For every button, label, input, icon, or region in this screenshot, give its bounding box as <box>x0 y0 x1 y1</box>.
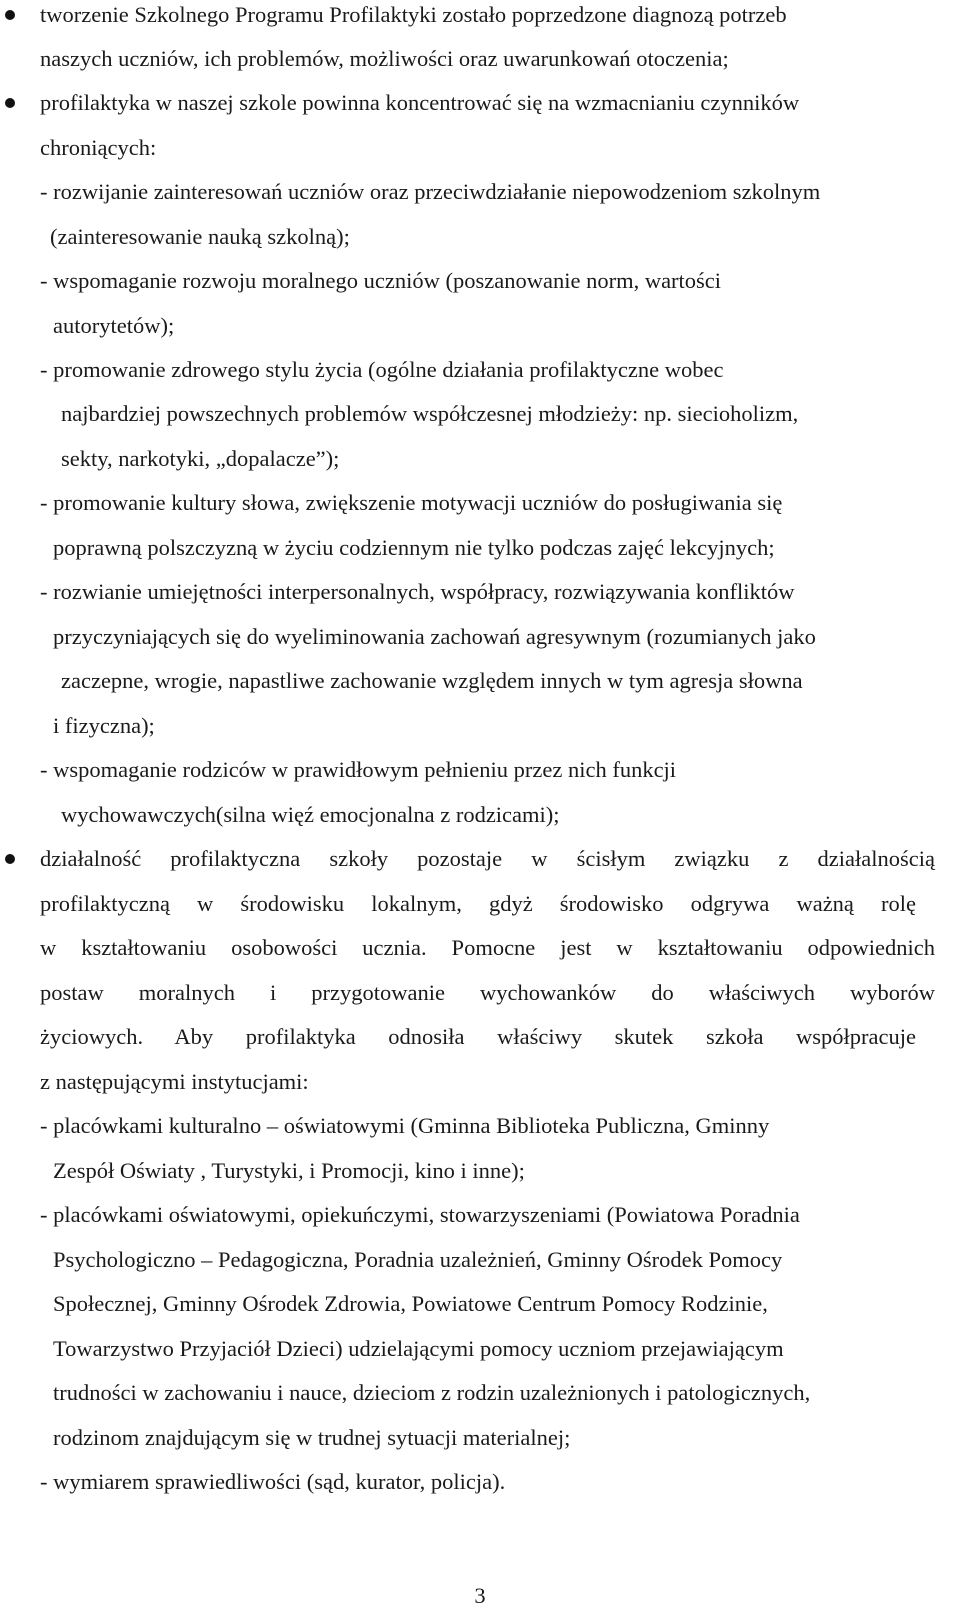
list-item-line: - promowanie zdrowego stylu życia (ogólne działania profilaktyczne wobec <box>40 357 724 382</box>
list-item-line: - promowanie kultury słowa, zwiększenie motywacji uczniów do posługiwania się <box>40 490 783 515</box>
list-item-line: autorytetów); <box>53 313 175 338</box>
list-item-line: - placówkami oświatowymi, opiekuńczymi, stowarzyszeniami (Powiatowa Poradnia <box>40 1202 800 1227</box>
text-line: naszych uczniów, ich problemów, możliwości oraz uwarunkowań otoczenia; <box>40 46 729 71</box>
list-item-line: Społecznej, Gminny Ośrodek Zdrowia, Powiatowe Centrum Pomocy Rodzinie, <box>53 1291 768 1316</box>
list-item-line: rodzinom znajdującym się w trudnej sytuacji materialnej; <box>53 1425 571 1450</box>
text-line: życiowych. Aby profilaktyka odnosiła właściwy skutek szkoła współpracuje <box>40 1024 916 1049</box>
text-line: tworzenie Szkolnego Programu Profilaktyki zostało poprzedzone diagnozą potrzeb <box>40 2 787 27</box>
list-item-line: Zespół Oświaty , Turystyki, i Promocji, kino i inne); <box>53 1158 525 1183</box>
page-number: 3 <box>474 1583 486 1608</box>
list-item-line: - placówkami kulturalno – oświatowymi (Gminna Biblioteka Publiczna, Gminny <box>40 1113 770 1138</box>
list-item-line: Towarzystwo Przyjaciół Dzieci) udzielającymi pomocy uczniom przejawiającym <box>53 1336 784 1361</box>
text-line: chroniących: <box>40 135 157 160</box>
list-item-line: zaczepne, wrogie, napastliwe zachowanie względem innych w tym agresja słowna <box>61 668 803 693</box>
list-item-line: - wspomaganie rozwoju moralnego uczniów (poszanowanie norm, wartości <box>40 268 722 293</box>
list-item-line: i fizyczna); <box>53 713 155 738</box>
text-line: postaw moralnych i przygotowanie wychowanków do właściwych wyborów <box>40 980 935 1005</box>
list-item-line: poprawną polszczyzną w życiu codziennym nie tylko podczas zajęć lekcyjnych; <box>53 535 775 560</box>
text-line: z następującymi instytucjami: <box>40 1069 309 1094</box>
list-item-line: (zainteresowanie nauką szkolną); <box>50 224 350 249</box>
list-item-line: - wymiarem sprawiedliwości (sąd, kurator, policja). <box>40 1469 506 1494</box>
list-item-line: Psychologiczno – Pedagogiczna, Poradnia uzależnień, Gminny Ośrodek Pomocy <box>53 1247 783 1272</box>
list-item-line: sekty, narkotyki, „dopalacze”); <box>61 446 340 471</box>
text-line: profilaktyczną w środowisku lokalnym, gdyż środowisko odgrywa ważną rolę <box>40 891 916 916</box>
text-line: w kształtowaniu osobowości ucznia. Pomocne jest w kształtowaniu odpowiednich <box>40 935 935 960</box>
bullet-icon <box>5 98 15 108</box>
text-line: profilaktyka w naszej szkole powinna koncentrować się na wzmacnianiu czynników <box>40 90 800 115</box>
list-item-line: - rozwijanie zainteresowań uczniów oraz przeciwdziałanie niepowodzeniom szkolnym <box>40 179 821 204</box>
bullet-icon <box>5 10 15 20</box>
list-item-line: trudności w zachowaniu i nauce, dzieciom z rodzin uzależnionych i patologicznych, <box>53 1380 811 1405</box>
list-item-line: wychowawczych(silna więź emocjonalna z rodzicami); <box>61 802 560 827</box>
list-item-line: przyczyniających się do wyeliminowania zachowań agresywnym (rozumianych jako <box>53 624 816 649</box>
bullet-icon <box>5 854 15 864</box>
list-item-line: najbardziej powszechnych problemów współczesnej młodzieży: np. siecioholizm, <box>61 401 799 426</box>
list-item-line: - wspomaganie rodziców w prawidłowym pełnieniu przez nich funkcji <box>40 757 677 782</box>
text-line: działalność profilaktyczna szkoły pozostaje w ścisłym związku z działalnością <box>40 846 935 871</box>
list-item-line: - rozwianie umiejętności interpersonalnych, współpracy, rozwiązywania konfliktów <box>40 579 795 604</box>
